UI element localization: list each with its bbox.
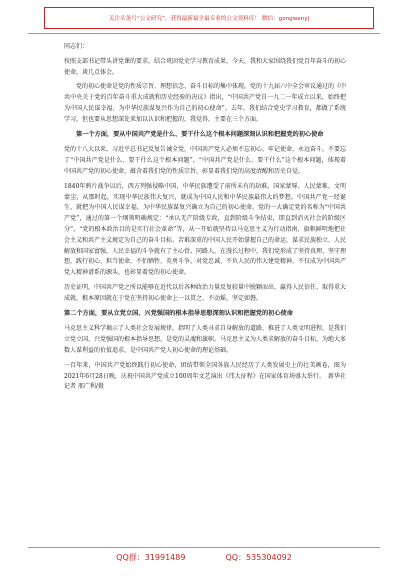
header-banner — [44, 7, 374, 29]
footer-qq-number: QQ：535304092 — [225, 553, 292, 562]
section-heading: 第二个方面，要从立党立国、兴党强国的根本指导思想深刻认识和把握党的初心使命 — [64, 309, 293, 317]
body-paragraph: 按照支部书记带头讲党课的要求，结合巩固党史学习教育成果，今天，我和大家围绕我们党百年奋斗的初心使命，谈几点体会。 — [64, 57, 347, 76]
document-body — [64, 42, 346, 397]
body-paragraph: 党的初心使命是党的性质宗旨、理想信念、奋斗目标的集中体现。党的十九届六中全会审议通过的《中共中央关于党的百年奋斗重大成就和历史经验的决议》指出，“中国共产党自一九二一年成立以来，始终把为中国人民谋幸福、为中华民族谋复兴作为自己的初心使命”。去年，我们结合党史学习教育，都做了系统学习，但也要从思想深处来加以认识和把握的，我觉得，主要在三个方面。 — [64, 83, 347, 123]
footer-qq-group: QQ群：31991489 — [116, 553, 186, 562]
body-paragraph: 马克思主义科学揭示了人类社会发展规律，指明了人类寻求自身解放的道路，推进了人类文明进程，是我们立党立国、兴党强国的根本指导思想，是党的灵魂和旗帜。马克思主义为人类求解放的奋斗目标，为绝大多数人谋利益的价值追求，是中国共产党人初心使命的理论基础。 — [64, 325, 347, 354]
body-paragraph: 一百年来，中国共产党始终践行初心使命，团结带领全国各族人民经历了人类发展史上的壮美画卷，图为2021年6月28日晚，庆祝中国共产党成立100周年文艺演出《伟大征程》在国家体育场盛大举行。 新华社记者 邢广利/摄 — [64, 361, 346, 391]
footer — [0, 552, 408, 563]
body-paragraph: 同志们： — [64, 43, 89, 50]
body-paragraph: 党的十八大以来，习近平总书记反复告诫全党，中国共产党人必须不忘初心、牢记使命、永远奋斗。不要忘了“中国共产党是什么、要干什么这个根本问题”，“中国共产党是什么、要干什么”这个根本问题，体现着中国共产党的初心使命，蕴含着我们党的性质宗旨，彰显着我们党的高度清醒和历史自觉。 — [64, 146, 347, 175]
section-heading: 第一个方面，要从中国共产党是什么、要干什么这个根本问题深刻认识和把握党的初心使命 — [76, 130, 324, 138]
footer-divider — [28, 547, 380, 548]
body-paragraph: 历史证明，中国共产党之所以能够在近代以后各种政治力量反复较量中脱颖而出、赢得人民信任、取得重大成就，根本原因就在于党在坚持初心使命上一以贯之、不动摇、坚定如磐。 — [64, 283, 347, 302]
banner-text: 关注头条号“公文研究”，获得最新最全最专业的公文资料库！ 微信：gongwenyj — [108, 16, 310, 22]
body-paragraph: 1840年鸦片战争以后，西方列强侵略中国，中华民族遭受了前所未有的劫难，国家蒙辱、人民蒙难、文明蒙尘，从那时起，实现中华民族伟大复兴，就成为中国人民和中华民族最伟大的梦想。中国共产党一经诞生，就把为中国人民谋幸福、为中华民族谋复兴确立为自己的初心使命。党的一大确定党的名称为“中国共产党”，通过的第一个纲领明确规定：“承认无产阶级专政，直到阶级斗争结束，即直到消灭社会的阶级区分”，“党的根本政治目的是实行社会革命”等，从一开始就坚持以马克思主义为行动指南，旗帜鲜明地把社会主义和共产主义规定为自己的奋斗目标。苦难深重的中国人民开始掌握自己的命运，谋求民族独立、人民解放和国家富强，人民幸福的斗争就有了主心骨。同路人，在漫长过程中，我们党形成了坚持真理、坚守理想，践行初心、担当使命，不怕牺牲、英勇斗争，对党忠诚、不负人民的伟大建党精神，不仅成为中国共产党人精神谱系的源头，也彰显着党的初心使命。 — [64, 182, 347, 277]
header-divider — [28, 33, 380, 34]
